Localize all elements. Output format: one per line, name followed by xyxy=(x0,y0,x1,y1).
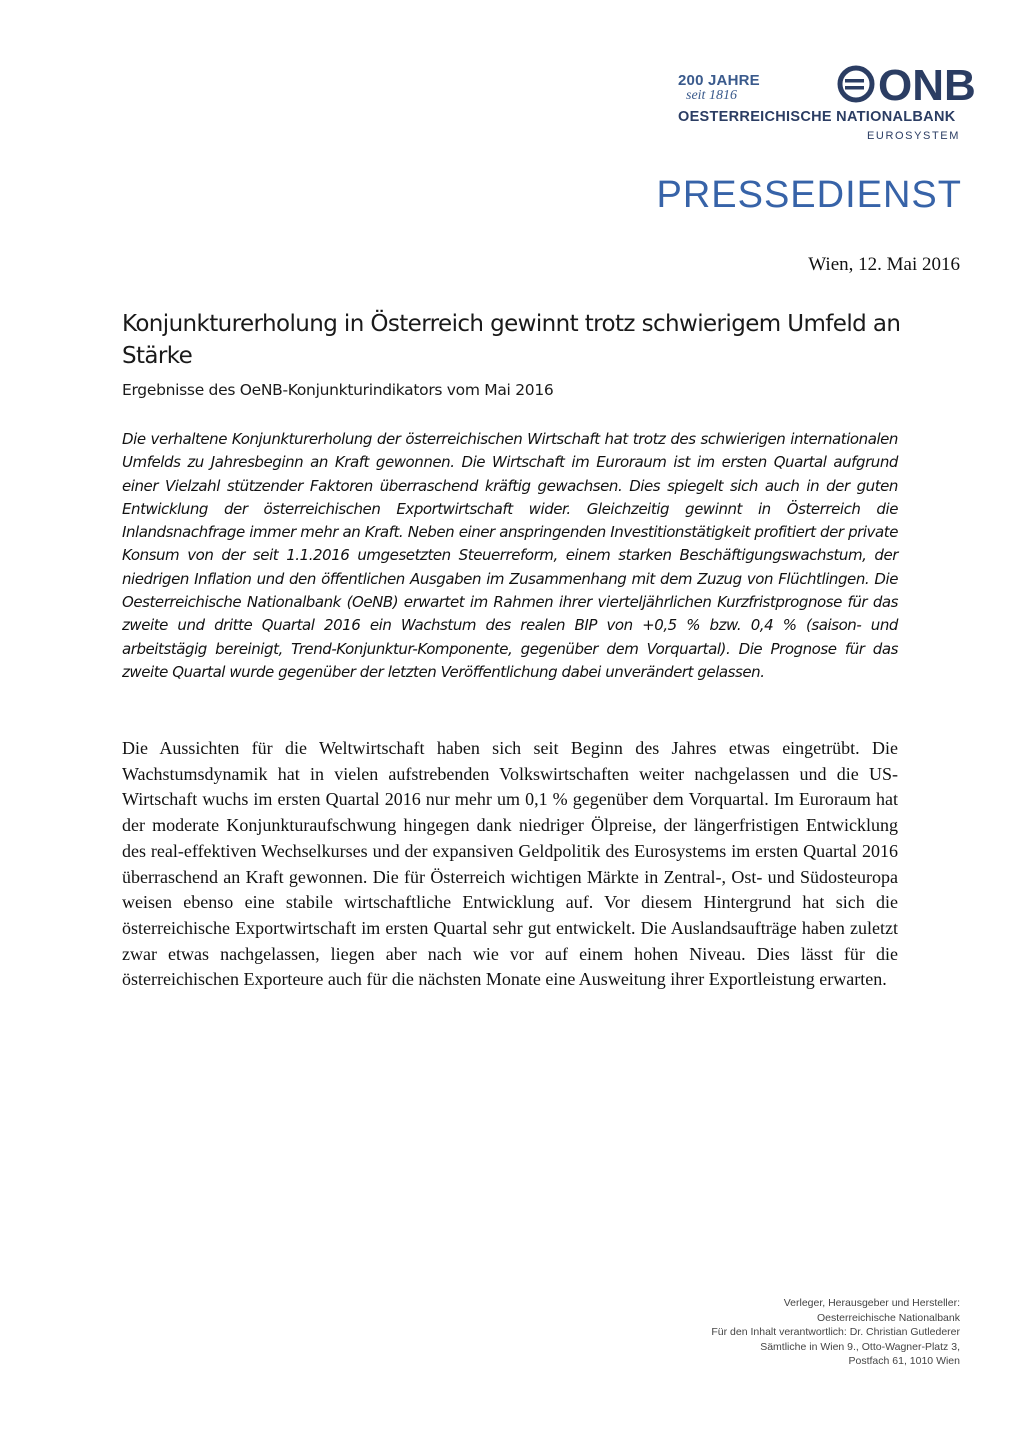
anniversary-label: 200 JAHRE xyxy=(678,72,760,89)
logo-letters: ONB xyxy=(878,61,976,110)
headline: Konjunkturerholung in Österreich gewinnt trotz schwierigem Umfeld an Stärke xyxy=(122,311,901,369)
imprint-line: Oesterreichische Nationalbank xyxy=(817,1311,960,1324)
letterhead xyxy=(678,61,976,144)
imprint-line: Verleger, Herausgeber und Hersteller: xyxy=(783,1297,960,1309)
bank-name: OESTERREICHISCHE NATIONALBANK xyxy=(678,109,956,125)
dateline: Wien, 12. Mai 2016 xyxy=(808,254,960,275)
anniversary-since: seit 1816 xyxy=(686,88,737,103)
lead-paragraph: Die verhaltene Konjunkturerholung der österreichischen Wirtschaft hat trotz des schwierigen internationalen Umfelds zu Jahresbeginn an Kraft gewonnen. Die Wirtschaft im Euroraum ist im ersten Quartal aufgrund einer Vielzahl stützender Faktoren überraschend kräftig gewachsen. Dies spiegelt sich auch in der guten Entwicklung der österreichischen Exportwirtschaft wider. Gleichzeitig gewinnt in Österreich die Inlandsnachfrage immer mehr an Kraft. Neben einer anspringenden Investitionstätigkeit profitiert der private Konsum von der seit 1.1.2016 umgesetzten Steuerreform, einem starken Beschäftigungswachstum, der niedrigen Inflation und den öffentlichen Ausgaben im Zusammenhang mit dem Zuzug von Flüchtlingen. Die Oesterreichische Nationalbank (OeNB) erwartet im Rahmen ihrer vierteljährlichen Kurzfristprognose für das zweite und dritte Quartal 2016 ein Wachstum des realen BIP von +0,5 % bzw. 0,4 % (saison- und arbeitstägig bereinigt, Trend-Konjunktur-Komponente, gegenüber dem Vorquartal). Die Prognose für das zweite Quartal wurde gegenüber der letzten Veröffentlichung dabei unverändert gelassen. xyxy=(122,430,898,681)
imprint-line: Sämtliche in Wien 9., Otto-Wagner-Platz 3, xyxy=(760,1340,960,1353)
oenb-logo xyxy=(838,61,976,110)
eurosystem-label: EUROSYSTEM xyxy=(866,130,960,142)
section-label: PRESSEDIENST xyxy=(656,174,962,216)
imprint xyxy=(560,1296,960,1369)
imprint-line: Postfach 61, 1010 Wien xyxy=(848,1355,960,1368)
body-paragraph: Die Aussichten für die Weltwirtschaft haben sich seit Beginn des Jahres etwas eingetrübt. Die Wachstumsdynamik hat in vielen aufstrebenden Volkswirtschaften weiter nachgelassen und die US-Wirtschaft wuchs im ersten Quartal 2016 nur mehr um 0,1 % gegenüber dem Vorquartal. Im Euroraum hat der moderate Konjunkturaufschwung hingegen dank niedriger Ölpreise, der längerfristigen Entwicklung des real-effektiven Wechselkurses und der expansiven Geldpolitik des Eurosystems im ersten Quartal 2016 überraschend an Kraft gewonnen. Die für Österreich wichtigen Märkte in Zentral-, Ost- und Südosteuropa weisen ebenso eine stabile wirtschaftliche Entwicklung auf. Vor diesem Hintergrund hat sich die österreichische Exportwirtschaft im ersten Quartal sehr gut entwickelt. Die Auslandsaufträge haben zuletzt zwar etwas nachgelassen, liegen aber nach wie vor auf einem hohen Niveau. Dies lässt für die österreichischen Exporteure auch für die nächsten Monate eine Ausweitung ihrer Exportleistung erwarten. xyxy=(122,738,898,990)
imprint-line: Für den Inhalt verantwortlich: Dr. Christian Gutlederer xyxy=(711,1326,960,1339)
subheadline: Ergebnisse des OeNB-Konjunkturindikators vom Mai 2016 xyxy=(122,381,554,399)
